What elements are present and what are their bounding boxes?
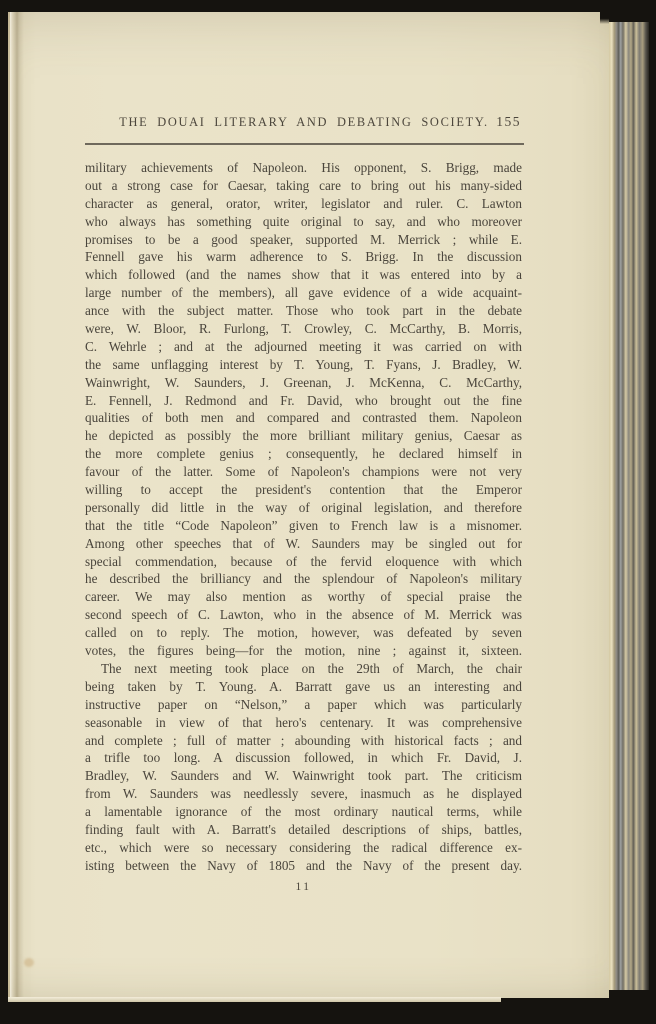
text-line: second speech of C. Lawton, who in the absence of M. Merrick was xyxy=(85,607,522,623)
signature-mark: 11 xyxy=(295,881,312,893)
text-line: he described the brilliancy and the splendour of Napoleon's military xyxy=(85,571,522,587)
text-line: Bradley, W. Saunders and W. Wainwright took part. The criticism xyxy=(85,768,522,784)
text-line: from W. Saunders was needlessly severe, inasmuch as he displayed xyxy=(85,786,522,802)
text-line: Fennell gave his warm adherence to S. Brigg. In the discussion xyxy=(85,249,522,265)
body-lines xyxy=(85,159,522,875)
text-line: who always has something quite original to say, and who moreover xyxy=(85,213,522,229)
text-line: which followed (and the names show that it was entered into by a xyxy=(85,267,522,283)
header-rule xyxy=(85,143,524,145)
text-line: finding fault with A. Barratt's detailed descriptions of ships, battles, xyxy=(85,821,522,837)
page-number: 155 xyxy=(496,114,521,129)
text-line: a lamentable ignorance of the most ordinary nautical terms, while xyxy=(85,804,522,820)
text-line: qualities of both men and compared and contrasted them. Napoleon xyxy=(85,410,522,426)
text-line: votes, the figures being—for the motion, nine ; against it, sixteen. xyxy=(85,643,522,659)
text-line: character as general, orator, writer, legislator and ruler. C. Lawton xyxy=(85,195,522,211)
text-line: instructive paper on “Nelson,” a paper which was particularly xyxy=(85,696,522,712)
text-line: C. Wehrle ; and at the adjourned meeting it was carried on with xyxy=(85,338,522,354)
text-line: personally did little in the way of original legislation, and therefore xyxy=(85,499,522,515)
text-line: etc., which were so necessary considering the radical difference ex- xyxy=(85,839,522,855)
running-head xyxy=(85,115,523,133)
text-line: large number of the members), all gave evidence of a wide acquaint- xyxy=(85,285,522,301)
text-line: were, W. Bloor, R. Furlong, T. Crowley, C. McCarthy, B. Morris, xyxy=(85,321,522,337)
text-line: The next meeting took place on the 29th of March, the chair xyxy=(101,660,522,676)
text-line: Among other speeches that of W. Saunders may be singled out for xyxy=(85,535,522,551)
text-line: a trifle too long. A discussion followed, in which Fr. David, J. xyxy=(85,750,522,766)
text-line: Wainwright, W. Saunders, J. Greenan, J. McKenna, C. McCarthy, xyxy=(85,374,522,390)
text-line: he depicted as possibly the more brilliant military genius, Caesar as xyxy=(85,428,522,444)
text-line: out a strong case for Caesar, taking care to bring out his many-sided xyxy=(85,177,522,193)
text-line: called on to reply. The motion, however, was defeated by seven xyxy=(85,625,522,641)
text-line: E. Fennell, J. Redmond and Fr. David, who brought out the fine xyxy=(85,392,522,408)
text-line: special commendation, because of the fervid eloquence with which xyxy=(85,553,522,569)
text-line: seasonable in view of that hero's centenary. It was comprehensive xyxy=(85,714,522,730)
page-title: THE DOUAI LITERARY AND DEBATING SOCIETY. xyxy=(119,115,489,129)
text-line: being taken by T. Young. A. Barratt gave us an interesting and xyxy=(85,678,522,694)
text-line: the more complete genius ; consequently, he declared himself in xyxy=(85,446,522,462)
text-line: that the title “Code Napoleon” given to French law is a misnomer. xyxy=(85,517,522,533)
paper-stain xyxy=(24,958,34,967)
text-line: promises to be a good speaker, supported M. Merrick ; while E. xyxy=(85,231,522,247)
text-line: ance with the subject matter. Those who took part in the debate xyxy=(85,303,522,319)
text-line: isting between the Navy of 1805 and the Navy of the present day. xyxy=(85,857,522,873)
book-page-edges xyxy=(609,22,649,990)
text-line: military achievements of Napoleon. His opponent, S. Brigg, made xyxy=(85,160,522,175)
text-line: willing to accept the president's contention that the Emperor xyxy=(85,482,522,498)
book-page xyxy=(8,12,609,998)
text-line: career. We may also mention as worthy of special praise the xyxy=(85,589,522,605)
text-line: the same unflagging interest by T. Young, T. Fyans, J. Bradley, W. xyxy=(85,356,522,372)
text-line: and complete ; full of matter ; abounding with historical facts ; and xyxy=(85,732,522,748)
text-line: favour of the latter. Some of Napoleon's champions were not very xyxy=(85,464,522,480)
